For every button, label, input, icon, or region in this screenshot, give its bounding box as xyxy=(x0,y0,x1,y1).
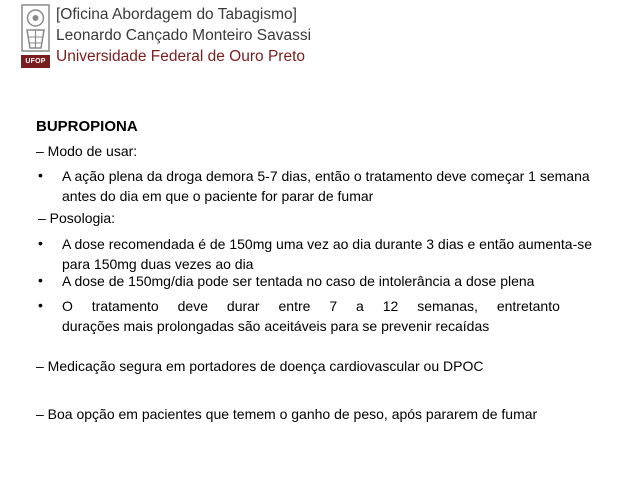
slide-header xyxy=(56,4,311,67)
author-name: Leonardo Cançado Monteiro Savassi xyxy=(56,27,312,44)
bullet-3-word: semanas, xyxy=(417,298,478,314)
ufop-logo xyxy=(21,4,50,68)
posologia-bullet-3 xyxy=(62,296,560,336)
modo-header: – Modo de usar: xyxy=(36,143,138,159)
ufop-badge: UFOP xyxy=(21,55,50,68)
university-name: Universidade Federal de Ouro Preto xyxy=(56,48,305,65)
bullet-marker: • xyxy=(38,272,43,288)
bullet-marker: • xyxy=(38,167,43,183)
bullet-marker: • xyxy=(38,235,43,251)
seguranca-note: – Medicação segura em portadores de doença cardiovascular ou DPOC xyxy=(36,358,484,374)
peso-note: – Boa opção em pacientes que temem o ganho de peso, após pararem de fumar xyxy=(36,406,538,422)
bullet-3-word: 7 xyxy=(329,298,338,314)
slide-title: BUPROPIONA xyxy=(36,118,138,135)
posologia-bullet-1: A dose recomendada é de 150mg uma vez ao dia durante 3 dias e então aumenta-se para 150mg duas vezes ao dia xyxy=(62,236,593,272)
bullet-3-word: durar xyxy=(226,298,260,314)
bullet-3-word: entre xyxy=(278,298,311,314)
modo-bullet: A ação plena da droga demora 5-7 dias, então o tratamento deve começar 1 semana antes do dia em que o paciente for parar de fumar xyxy=(62,168,590,204)
posologia-bullet-3-line-1 xyxy=(62,296,560,316)
bullet-3-word: deve xyxy=(177,298,208,314)
posologia-bullet-2: A dose de 150mg/dia pode ser tentada no caso de intolerância a dose plena xyxy=(62,273,535,289)
bullet-3-word: O xyxy=(62,298,73,314)
bullet-3-word: entretanto xyxy=(496,298,560,314)
posologia-header: – Posologia: xyxy=(38,210,116,226)
bullet-3-word: tratamento xyxy=(91,298,159,314)
university-crest-icon xyxy=(21,4,50,52)
bullet-3-word: a xyxy=(356,298,364,314)
posologia-bullet-3-line-2: durações mais prolongadas são aceitáveis para se prevenir recaídas xyxy=(62,318,490,334)
bullet-3-word: 12 xyxy=(382,298,399,314)
workshop-title: [Oficina Abordagem do Tabagismo] xyxy=(56,6,297,23)
bullet-marker: • xyxy=(38,297,43,313)
